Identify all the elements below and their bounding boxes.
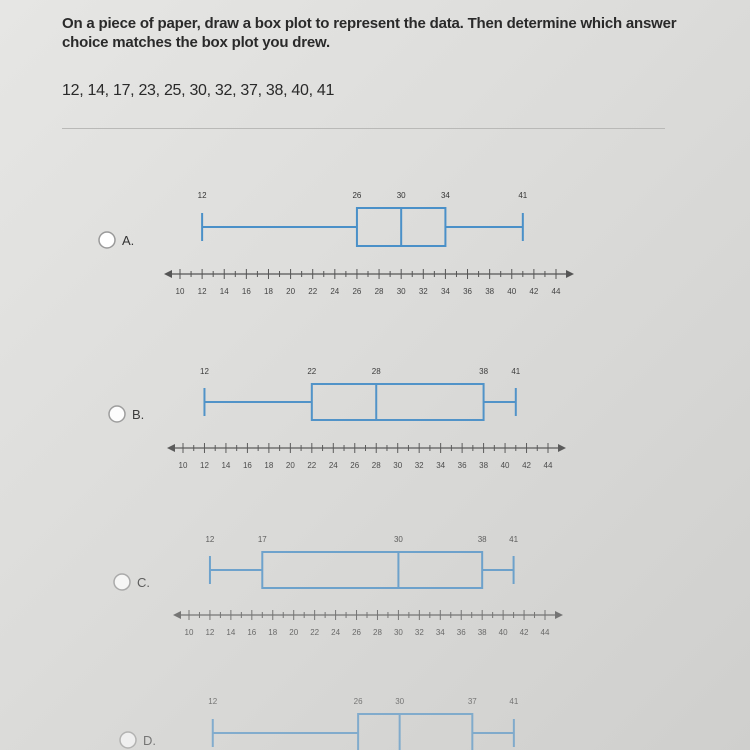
tick-label: 14 — [226, 628, 236, 637]
tick-label: 36 — [457, 461, 467, 470]
tick-label: 10 — [178, 461, 188, 470]
answer-choice-1 — [99, 191, 574, 296]
value-label: 41 — [518, 191, 528, 200]
option-label: C. — [137, 575, 150, 590]
tick-label: 38 — [479, 461, 489, 470]
tick-label: 18 — [264, 461, 274, 470]
tick-label: 16 — [241, 287, 251, 296]
tick-label: 16 — [242, 461, 252, 470]
arrow-right-icon — [558, 444, 566, 452]
tick-label: 18 — [264, 287, 273, 296]
tick-label: 36 — [463, 287, 472, 296]
tick-label: 30 — [393, 628, 403, 637]
tick-label: 22 — [310, 628, 320, 637]
tick-label: 38 — [485, 287, 495, 296]
tick-label: 12 — [205, 628, 215, 637]
iqr-box — [358, 714, 472, 750]
tick-label: 28 — [374, 287, 384, 296]
tick-label: 26 — [352, 287, 362, 296]
tick-label: 24 — [331, 628, 341, 637]
tick-label: 30 — [396, 287, 406, 296]
tick-label: 14 — [219, 287, 229, 296]
tick-label: 10 — [175, 287, 185, 296]
tick-label: 12 — [197, 287, 207, 296]
radio-button-option-3[interactable] — [114, 574, 130, 590]
answer-choice-2 — [109, 367, 566, 470]
tick-label: 16 — [247, 628, 257, 637]
tick-label: 30 — [393, 461, 403, 470]
arrow-right-icon — [566, 270, 574, 278]
option-label: D. — [143, 733, 156, 748]
radio-button-option-4[interactable] — [120, 732, 136, 748]
value-label: 34 — [440, 191, 450, 200]
option-label: B. — [132, 407, 145, 422]
value-label: 38 — [479, 367, 489, 376]
tick-label: 34 — [436, 461, 446, 470]
value-label: 41 — [509, 697, 519, 706]
value-label: 41 — [511, 367, 521, 376]
iqr-box — [312, 384, 484, 420]
value-label: 26 — [352, 191, 362, 200]
tick-label: 26 — [350, 461, 360, 470]
value-label: 26 — [353, 697, 363, 706]
tick-label: 20 — [289, 628, 299, 637]
tick-label: 44 — [543, 461, 553, 470]
value-label: 28 — [371, 367, 381, 376]
tick-label: 40 — [507, 287, 517, 296]
value-label: 30 — [393, 535, 403, 544]
tick-label: 40 — [498, 628, 508, 637]
tick-label: 24 — [330, 287, 340, 296]
value-label: 12 — [208, 697, 218, 706]
data-set: 12, 14, 17, 23, 25, 30, 32, 37, 38, 40, 41 — [62, 82, 335, 99]
tick-label: 44 — [551, 287, 561, 296]
value-label: 12 — [197, 191, 207, 200]
tick-label: 12 — [200, 461, 209, 470]
radio-button-option-2[interactable] — [109, 406, 125, 422]
radio-button-option-1[interactable] — [99, 232, 115, 248]
tick-label: 22 — [308, 287, 318, 296]
value-label: 37 — [467, 697, 477, 706]
question-text: On a piece of paper, draw a box plot to represent the data. Then determine which answer choice matches the box plot you drew. — [62, 15, 677, 51]
tick-label: 28 — [371, 461, 381, 470]
tick-label: 22 — [307, 461, 317, 470]
tick-label: 28 — [373, 628, 382, 637]
tick-label: 42 — [519, 628, 529, 637]
value-label: 22 — [307, 367, 317, 376]
tick-label: 14 — [221, 461, 231, 470]
tick-label: 36 — [456, 628, 466, 637]
arrow-left-icon — [164, 270, 172, 278]
tick-label: 20 — [285, 461, 295, 470]
option-label: A. — [122, 233, 135, 248]
tick-label: 38 — [477, 628, 487, 637]
value-label: 12 — [200, 367, 209, 376]
value-label: 30 — [396, 191, 406, 200]
tick-label: 42 — [529, 287, 539, 296]
value-label: 17 — [257, 535, 267, 544]
tick-label: 42 — [522, 461, 531, 470]
tick-label: 32 — [414, 628, 424, 637]
arrow-left-icon — [167, 444, 175, 452]
tick-label: 32 — [414, 461, 424, 470]
value-label: 38 — [477, 535, 487, 544]
iqr-box — [262, 552, 482, 588]
tick-label: 40 — [500, 461, 510, 470]
tick-label: 34 — [440, 287, 450, 296]
answer-choice-3 — [114, 535, 563, 637]
tick-label: 32 — [418, 287, 428, 296]
answer-choice-4 — [120, 697, 563, 750]
value-label: 41 — [509, 535, 519, 544]
tick-label: 26 — [352, 628, 361, 637]
tick-label: 44 — [540, 628, 550, 637]
value-label: 12 — [205, 535, 215, 544]
tick-label: 24 — [328, 461, 338, 470]
arrow-left-icon — [173, 611, 181, 619]
tick-label: 10 — [184, 628, 194, 637]
tick-label: 20 — [286, 287, 296, 296]
arrow-right-icon — [555, 611, 563, 619]
tick-label: 18 — [268, 628, 278, 637]
value-label: 30 — [395, 697, 405, 706]
tick-label: 34 — [435, 628, 445, 637]
